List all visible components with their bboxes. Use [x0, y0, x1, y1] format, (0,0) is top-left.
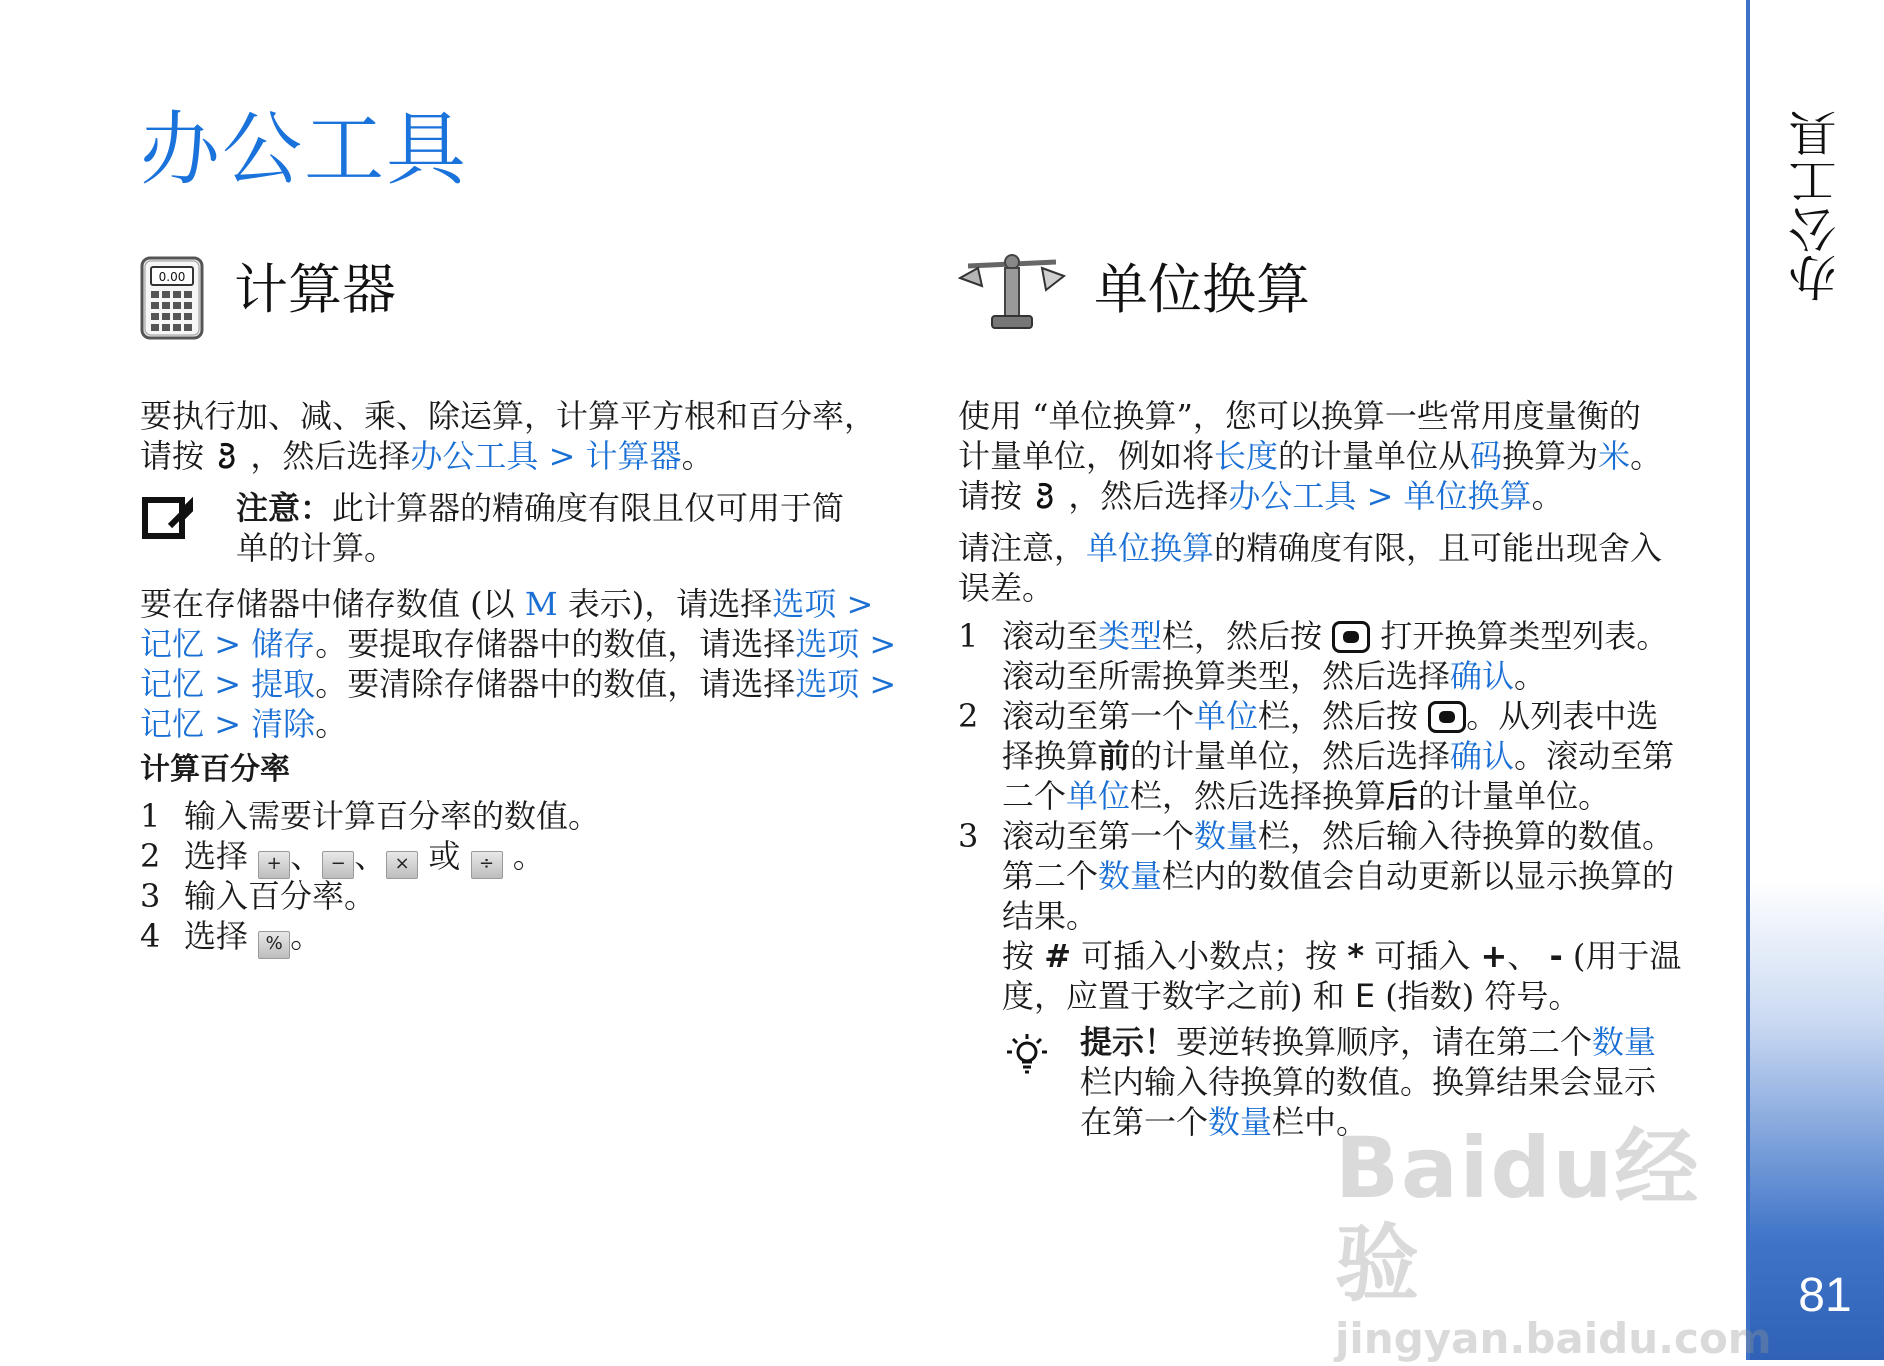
unit-notice: 请注意，单位换算的精确度有限，且可能出现舍入 误差。: [958, 529, 1663, 607]
link-memory[interactable]: 记忆: [140, 705, 205, 743]
list-item: 3 滚动至第一个数量栏，然后输入待换算的数值。 第二个数量栏内的数值会自动更新以显示换算的 结果。 按 # 可插入小数点；按 * 可插入 +、 - (用于温 度，应置于数字之前) 和 E (指数) 符号。: [958, 817, 1682, 1015]
link-type[interactable]: 类型: [1098, 617, 1163, 655]
link-amount[interactable]: 数量: [1208, 1103, 1273, 1141]
link-options[interactable]: 选项: [795, 625, 860, 663]
baidu-watermark: Baidu经验 jingyan.baidu.com: [1335, 1119, 1772, 1363]
plus-key-icon: +: [258, 851, 290, 879]
link-confirm[interactable]: 确认: [1450, 737, 1515, 775]
unit-converter-title: 单位换算: [1094, 258, 1310, 321]
link-length[interactable]: 长度: [1214, 437, 1279, 475]
link-memory[interactable]: 记忆: [140, 625, 205, 663]
side-tab-title: 办公工具: [1789, 110, 1845, 302]
link-calculator[interactable]: 计算器: [585, 437, 682, 475]
select-key-icon: [1428, 701, 1466, 733]
page-number: 81: [1798, 1269, 1852, 1322]
link-unit[interactable]: 单位: [1066, 777, 1131, 815]
svg-text:0.00: 0.00: [158, 270, 186, 284]
scale-icon: [958, 250, 1066, 334]
calculator-intro: 要执行加、减、乘、除运算，计算平方根和百分率， 请按 ，然后选择办公工具 > 计算器。: [140, 396, 920, 476]
link-unit-converter[interactable]: 单位换算: [1403, 477, 1532, 515]
link-unit-converter[interactable]: 单位换算: [1086, 529, 1215, 567]
link-amount[interactable]: 数量: [1194, 817, 1259, 855]
note-icon: [142, 496, 194, 540]
link-meter[interactable]: 米: [1598, 437, 1631, 475]
link-office-tools[interactable]: 办公工具: [1228, 477, 1357, 515]
link-options[interactable]: 选项: [795, 665, 860, 703]
star-key: *: [1347, 937, 1365, 975]
unit-intro: 使用 “单位换算”，您可以换算一些常用度量衡的 计量单位，例如将长度的计量单位从码换算为米。 请按 ，然后选择办公工具 > 单位换算。: [958, 397, 1663, 515]
memory-instructions: 要在存储器中储存数值 (以 M 表示)，请选择选项 > 记忆 > 储存。要提取存储器中的数值，请选择选项 > 记忆 > 提取。要清除存储器中的数值，请选择选项 > 记忆 > 清除。: [140, 585, 897, 743]
hash-key: #: [1044, 937, 1071, 975]
link-store[interactable]: 储存: [251, 625, 316, 663]
calculator-note: 注意：此计算器的精确度有限且仅可用于简 单的计算。: [236, 489, 845, 567]
link-recall[interactable]: 提取: [251, 665, 316, 703]
link-clear[interactable]: 清除: [251, 705, 316, 743]
link-confirm[interactable]: 确认: [1450, 657, 1515, 695]
link-amount[interactable]: 数量: [1592, 1023, 1657, 1061]
calculator-icon: [140, 256, 206, 342]
list-item: 1 滚动至类型栏，然后按 打开换算类型列表。 滚动至所需换算类型，然后选择确认。: [958, 617, 1669, 695]
link-office-tools[interactable]: 办公工具: [410, 437, 539, 475]
tip-text: 提示！要逆转换算顺序，请在第二个数量 栏内输入待换算的数值。换算结果会显示 在第一个数量栏中。: [1080, 1023, 1657, 1141]
link-options[interactable]: 选项: [772, 585, 837, 623]
menu-key-icon: [1032, 481, 1058, 511]
percent-key-icon: %: [258, 931, 290, 959]
link-yard[interactable]: 码: [1470, 437, 1503, 475]
multiply-key-icon: ×: [386, 851, 418, 879]
menu-key-icon: [214, 441, 240, 471]
chapter-title: 办公工具: [140, 103, 468, 196]
select-key-icon: [1332, 621, 1370, 653]
list-item: 2 滚动至第一个单位栏，然后按 。从列表中选 择换算前的计量单位，然后选择确认。滚动至第 二个单位栏，然后选择换算后的计量单位。: [958, 697, 1675, 815]
divide-key-icon: ÷: [471, 851, 503, 879]
link-unit[interactable]: 单位: [1194, 697, 1259, 735]
calculator-intro-line: 要执行加、减、乘、除运算，计算平方根和百分率，: [140, 397, 877, 435]
link-memory[interactable]: 记忆: [140, 665, 205, 703]
link-amount[interactable]: 数量: [1098, 857, 1163, 895]
tip-lightbulb-icon: [1004, 1032, 1050, 1078]
minus-key-icon: −: [322, 851, 354, 879]
percent-heading: 计算百分率: [140, 752, 290, 787]
calculator-title: 计算器: [234, 258, 396, 321]
